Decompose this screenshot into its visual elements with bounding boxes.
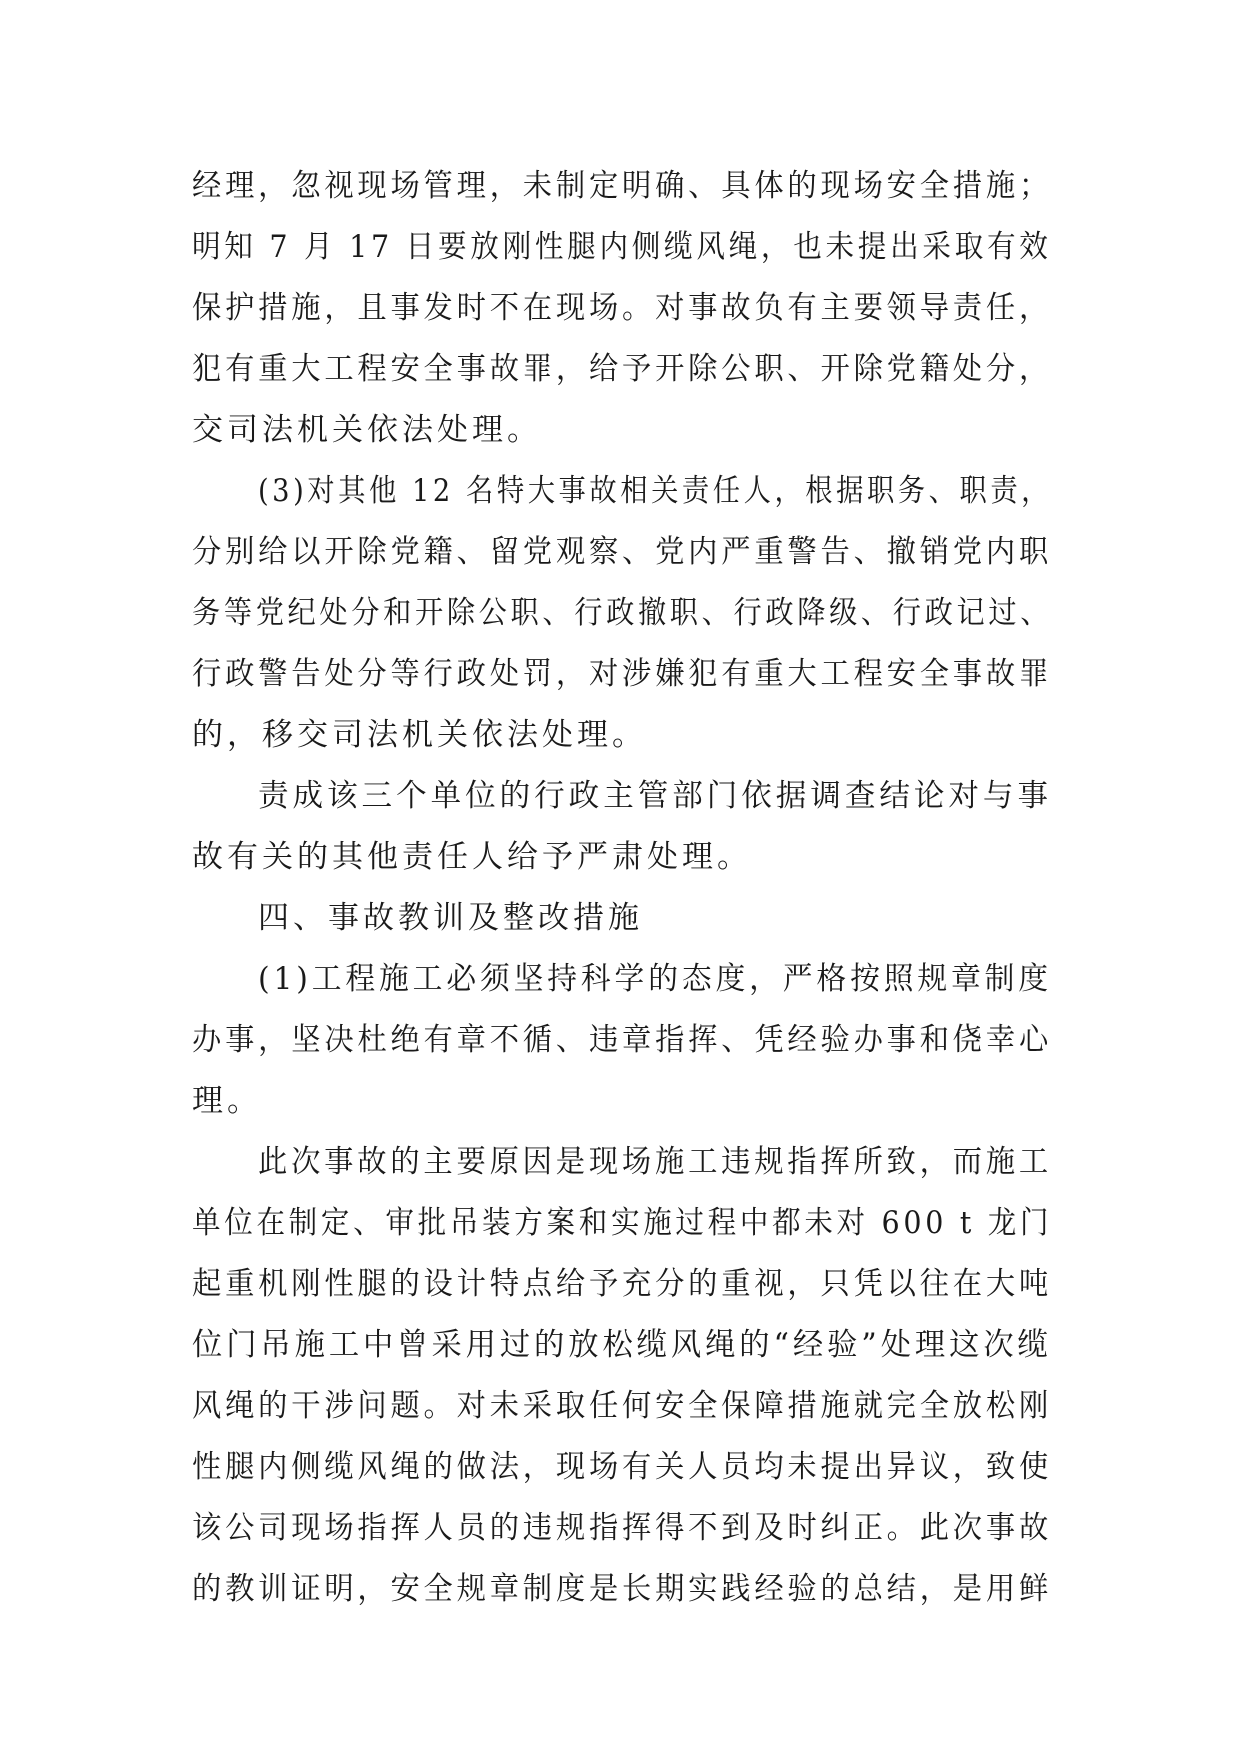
text-line: (3)对其他 12 名特大事故相关责任人，根据职务、职责， xyxy=(258,473,1053,509)
text-line: 分别给以开除党籍、留党观察、党内严重警告、撤销党内职 xyxy=(192,534,1053,570)
text-line: 理。 xyxy=(192,1083,262,1119)
text-line: 交司法机关依法处理。 xyxy=(192,412,542,448)
text-line: 位门吊施工中曾采用过的放松缆风绳的“经验”处理这次缆 xyxy=(192,1327,1052,1363)
text-line: 犯有重大工程安全事故罪，给予开除公职、开除党籍处分， xyxy=(192,351,1053,387)
text-line: 办事，坚决杜绝有章不循、违章指挥、凭经验办事和侥幸心 xyxy=(192,1022,1053,1058)
text-line: (1)工程施工必须坚持科学的态度，严格按照规章制度 xyxy=(258,961,1052,997)
text-line: 经理，忽视现场管理，未制定明确、具体的现场安全措施； xyxy=(192,168,1053,204)
text-line: 故有关的其他责任人给予严肃处理。 xyxy=(192,839,752,875)
text-line: 的教训证明，安全规章制度是长期实践经验的总结，是用鲜 xyxy=(192,1571,1053,1607)
text-line: 的，移交司法机关依法处理。 xyxy=(192,717,647,753)
text-line: 该公司现场指挥人员的违规指挥得不到及时纠正。此次事故 xyxy=(192,1510,1053,1546)
text-line: 风绳的干涉问题。对未采取任何安全保障措施就完全放松刚 xyxy=(192,1388,1053,1424)
text-line: 性腿内侧缆风绳的做法，现场有关人员均未提出异议，致使 xyxy=(192,1449,1053,1485)
text-line: 行政警告处分等行政处罚，对涉嫌犯有重大工程安全事故罪 xyxy=(192,656,1053,692)
text-line: 保护措施，且事发时不在现场。对事故负有主要领导责任， xyxy=(192,290,1053,326)
text-line: 责成该三个单位的行政主管部门依据调查结论对与事 xyxy=(258,778,1052,814)
section-heading: 四、事故教训及整改措施 xyxy=(258,900,643,936)
text-line: 起重机刚性腿的设计特点给予充分的重视，只凭以往在大吨 xyxy=(192,1266,1053,1302)
text-line: 单位在制定、审批吊装方案和实施过程中都未对 600 t 龙门 xyxy=(192,1205,1053,1241)
text-line: 务等党纪处分和开除公职、行政撤职、行政降级、行政记过、 xyxy=(192,595,1053,631)
text-line: 明知 7 月 17 日要放刚性腿内侧缆风绳，也未提出采取有效 xyxy=(192,229,1052,265)
text-line: 此次事故的主要原因是现场施工违规指挥所致，而施工 xyxy=(258,1144,1052,1180)
